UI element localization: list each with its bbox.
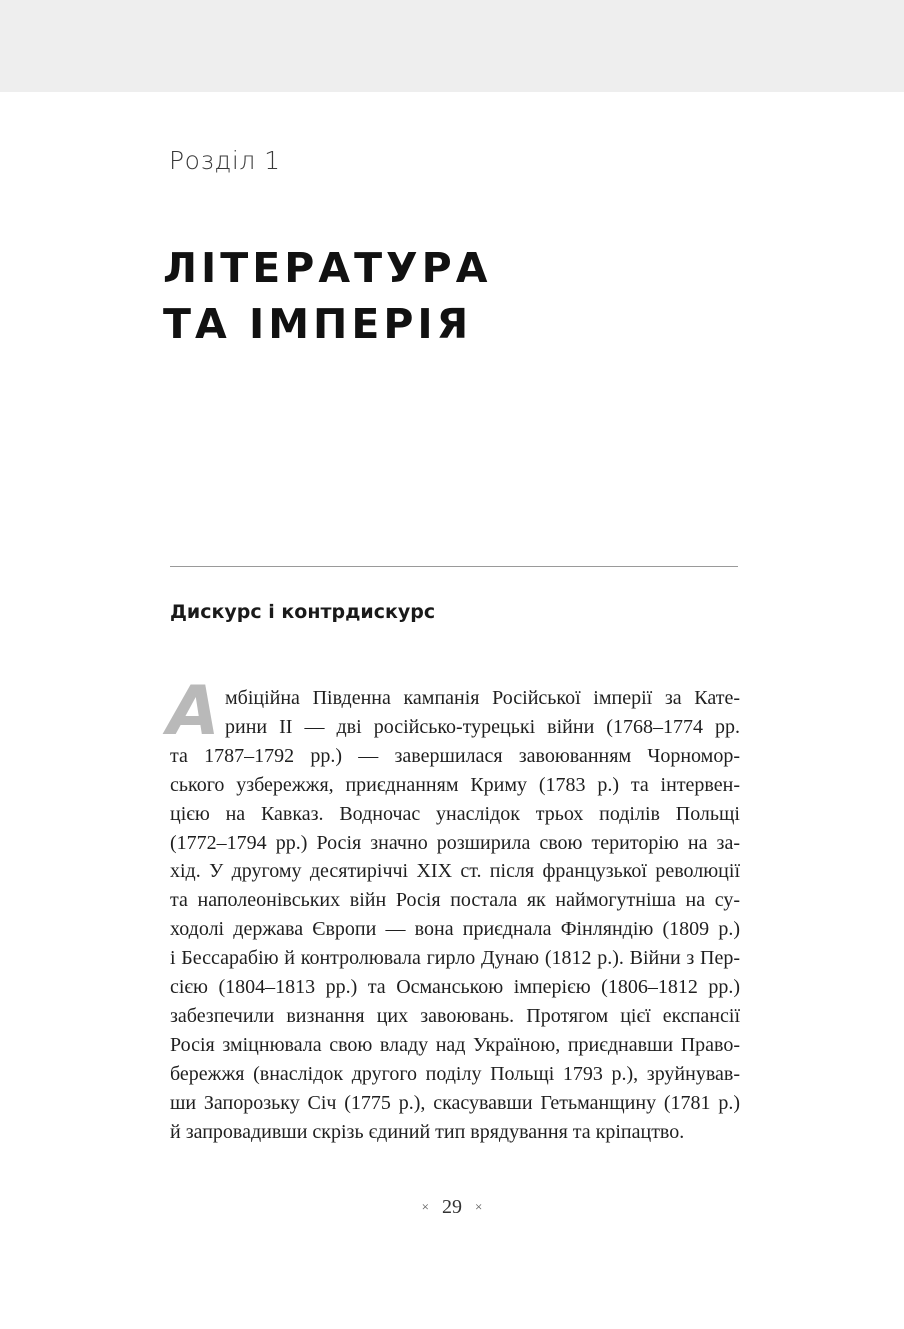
- chapter-title: [163, 240, 491, 352]
- page-number: 29: [442, 1196, 462, 1218]
- body-line: ходолі держава Європи — вона приєднала Фінляндію (1809 р.): [170, 918, 740, 941]
- chapter-title-line-2: ТА ІМПЕРІЯ: [163, 300, 473, 348]
- body-line: бережжя (внаслідок другого поділу Польщі 1793 р.), зруйнував-: [170, 1062, 740, 1085]
- ornament-right: ×: [475, 1199, 483, 1214]
- body-line: ши Запорозьку Січ (1775 р.), скасувавши Гетьманщину (1781 р.): [170, 1091, 740, 1114]
- ornament-left: ×: [421, 1199, 429, 1214]
- body-line: цією на Кавказ. Водночас унаслідок трьох поділів Польщі: [170, 802, 740, 825]
- page-footer: [0, 1196, 904, 1219]
- body-line: Росія зміцнювала свою владу над Україною, приєднавши Право-: [170, 1033, 740, 1056]
- body-line: хід. У другому десятиріччі XIX ст. після французької революції: [170, 860, 740, 883]
- body-line: сією (1804–1813 рр.) та Османською імперією (1806–1812 рр.): [170, 976, 740, 999]
- drop-cap: А: [167, 672, 220, 751]
- body-line: й запровадивши скрізь єдиний тип врядування та кріпацтво.: [170, 1120, 685, 1143]
- body-line: та наполеонівських війн Росія постала як наймогутніша на су-: [170, 889, 740, 912]
- top-margin-band: [0, 0, 904, 92]
- body-line: рини II — дві російсько-турецькі війни (1768–1774 рр.: [225, 715, 740, 738]
- body-paragraph: [170, 684, 740, 1147]
- chapter-label: Розділ 1: [169, 146, 281, 175]
- body-line: і Бессарабію й контролювала гирло Дунаю (1812 р.). Війни з Пер-: [170, 947, 740, 970]
- body-line: мбіційна Південна кампанія Російської імперії за Кате-: [225, 687, 740, 709]
- chapter-title-line-1: ЛІТЕРАТУРА: [163, 244, 492, 292]
- body-line: (1772–1794 рр.) Росія значно розширила свою територію на за-: [170, 831, 740, 854]
- section-heading: Дискурс і контрдискурс: [170, 601, 436, 623]
- body-line: та 1787–1792 рр.) — завершилася завоюванням Чорномор-: [170, 744, 740, 767]
- body-line: забезпечили визнання цих завоювань. Протягом цієї експансії: [170, 1004, 740, 1027]
- section-divider: [170, 566, 738, 567]
- body-line: ського узбережжя, приєднанням Криму (1783 р.) та інтервен-: [170, 773, 740, 796]
